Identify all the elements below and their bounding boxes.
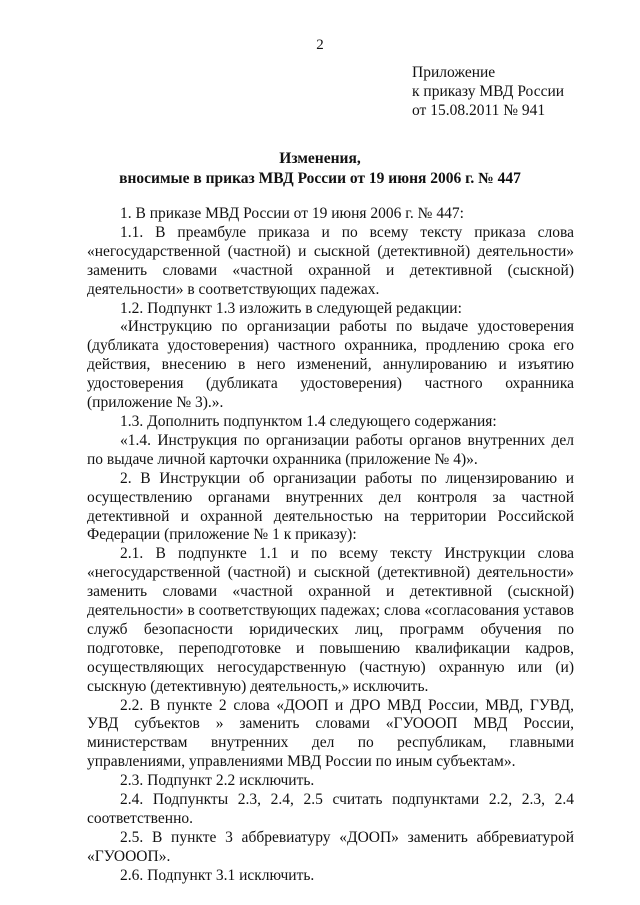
page-number: 2 xyxy=(316,37,324,53)
paragraph: «1.4. Инструкция по организации работы органов внутренних дел по выдаче личной карточки охранника (приложение № 4)». xyxy=(87,431,574,468)
paragraph: «Инструкцию по организации работы по выдаче удостоверения (дубликата удостоверения) частного охранника, продлению срока его действия, внесению в него изменений, аннулированию и изъятию удостоверения (дубликата удостоверения) частного охранника (приложение № 3).». xyxy=(87,318,574,412)
appendix-line-2: к приказу МВД России xyxy=(412,83,565,100)
title-line-2: вносимые в приказ МВД России от 19 июня 2006 г. № 447 xyxy=(119,170,521,187)
appendix-header xyxy=(412,63,564,120)
paragraph: 1.1. В преамбуле приказа и по всему тексту приказа слова «негосударственной (частной) и сыскной (детективной) деятельности» заменить словами «частной охранной и детективной (сыскной) деятельности» в соответствующих падежах. xyxy=(87,223,574,298)
title-line-1: Изменения, xyxy=(279,150,361,167)
paragraph: 2.5. В пункте 3 аббревиатуру «ДООП» заменить аббревиатурой «ГУОООП». xyxy=(87,828,574,865)
paragraph: 1.3. Дополнить подпунктом 1.4 следующего содержания: xyxy=(120,412,497,430)
paragraph: 2.1. В подпункте 1.1 и по всему тексту Инструкции слова «негосударственной (частной) и сыскной (детективной) деятельности» заменить словами «частной охранной и детективной (сыскной) деятельности» в соответствующих падежах; слова «согласования уставов служб безопасности юридических лиц, программ обучения по подготовке, переподготовке и повышению квалификации кадров, осуществляющих негосударственную (частную) охранную или (и) сыскную (детективную) деятельность,» исключить. xyxy=(87,545,574,695)
paragraph: 2.6. Подпункт 3.1 исключить. xyxy=(120,866,315,884)
paragraph: 2. В Инструкции об организации работы по лицензированию и осуществлению органами внутренних дел контроля за частной детективной и охранной деятельностью на территории Российской Федерации (приложение № 1 к приказу): xyxy=(87,469,574,544)
paragraph: 1. В приказе МВД России от 19 июня 2006 г. № 447: xyxy=(120,205,464,222)
appendix-line-1: Приложение xyxy=(412,64,496,81)
appendix-line-3: от 15.08.2011 № 941 xyxy=(412,102,546,119)
document-title xyxy=(80,149,560,189)
paragraph: 2.3. Подпункт 2.2 исключить. xyxy=(120,772,315,790)
paragraph: 2.2. В пункте 2 слова «ДООП и ДРО МВД России, МВД, ГУВД, УВД субъектов » заменить словами «ГУОООП МВД России, министерствам внутренних дел по республикам, главными управлениями, управлениями МВД России по иным субъектам». xyxy=(87,696,574,771)
paragraph: 2.4. Подпункты 2.3, 2.4, 2.5 считать подпунктами 2.2, 2.3, 2.4 соответственно. xyxy=(87,791,574,827)
paragraph: 1.2. Подпункт 1.3 изложить в следующей редакции: xyxy=(120,299,462,317)
document-body xyxy=(87,205,574,886)
